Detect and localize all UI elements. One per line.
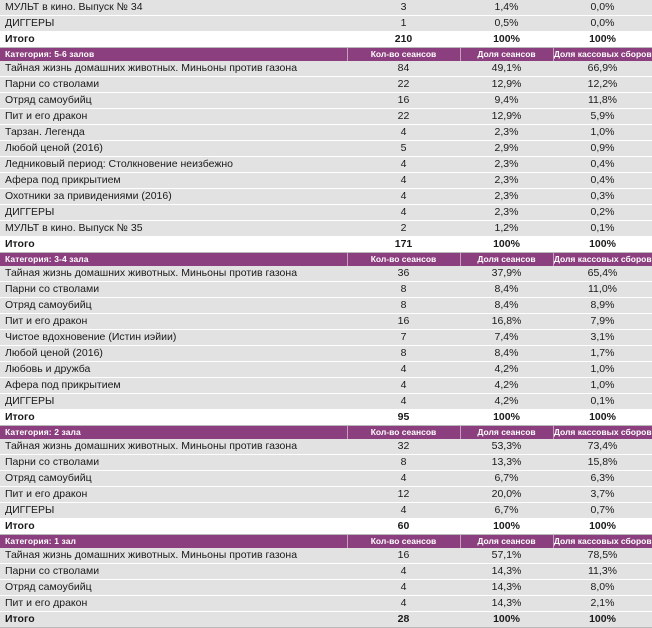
row-session-count: 7 [347, 330, 460, 346]
row-session-share: 1,4% [460, 0, 553, 16]
table-row [0, 503, 652, 519]
row-gross-share: 2,1% [553, 596, 652, 612]
table-row [0, 109, 652, 125]
row-gross-share: 11,3% [553, 564, 652, 580]
category-header-label: Категория: 5-6 залов [0, 48, 347, 62]
row-session-count: 16 [347, 93, 460, 109]
table-row [0, 362, 652, 378]
category-header-label: Категория: 1 зал [0, 535, 347, 549]
row-gross-share: 1,0% [553, 378, 652, 394]
row-film-title: Любой ценой (2016) [0, 141, 347, 157]
row-film-title: Тайная жизнь домашних животных. Миньоны против газона [0, 61, 347, 77]
row-session-share: 6,7% [460, 471, 553, 487]
column-header-gross-share: Доля кассовых сборов [553, 536, 652, 546]
row-session-count: 4 [347, 173, 460, 189]
row-session-share: 8,4% [460, 346, 553, 362]
total-session-count: 60 [347, 519, 460, 535]
row-session-count: 22 [347, 77, 460, 93]
total-gross-share: 100% [553, 410, 652, 426]
table-row [0, 205, 652, 221]
row-session-share: 6,7% [460, 503, 553, 519]
table-row [0, 471, 652, 487]
row-session-count: 4 [347, 564, 460, 580]
row-gross-share: 15,8% [553, 455, 652, 471]
total-gross-share: 100% [553, 612, 652, 628]
total-label: Итого [0, 32, 347, 48]
row-session-share: 2,9% [460, 141, 553, 157]
row-gross-share: 0,3% [553, 189, 652, 205]
row-gross-share: 78,5% [553, 548, 652, 564]
category-header-label: Категория: 3-4 зала [0, 253, 347, 267]
column-header-session-share: Доля сеансов [460, 535, 553, 549]
column-header-gross-share: Доля кассовых сборов [553, 427, 652, 437]
table-row [0, 266, 652, 282]
row-gross-share: 1,0% [553, 125, 652, 141]
row-gross-share: 73,4% [553, 439, 652, 455]
row-session-share: 8,4% [460, 282, 553, 298]
table-row [0, 61, 652, 77]
row-session-share: 1,2% [460, 221, 553, 237]
table-total-row [0, 237, 652, 253]
table-row [0, 580, 652, 596]
total-gross-share: 100% [553, 519, 652, 535]
total-session-count: 28 [347, 612, 460, 628]
table-row [0, 125, 652, 141]
row-film-title: Парни со стволами [0, 564, 347, 580]
row-session-share: 9,4% [460, 93, 553, 109]
column-header-session-count: Кол-во сеансов [347, 48, 460, 62]
column-header-session-count: Кол-во сеансов [347, 426, 460, 440]
row-session-share: 7,4% [460, 330, 553, 346]
total-session-share: 100% [460, 410, 553, 426]
row-session-share: 2,3% [460, 173, 553, 189]
row-film-title: ДИГГЕРЫ [0, 503, 347, 519]
column-header-session-share: Доля сеансов [460, 426, 553, 440]
row-session-count: 1 [347, 16, 460, 32]
row-gross-share: 0,2% [553, 205, 652, 221]
table-total-row [0, 410, 652, 426]
row-session-count: 4 [347, 189, 460, 205]
row-gross-share: 5,9% [553, 109, 652, 125]
row-session-count: 4 [347, 580, 460, 596]
row-gross-share: 0,1% [553, 221, 652, 237]
row-session-count: 16 [347, 314, 460, 330]
total-gross-share: 100% [553, 237, 652, 253]
row-session-share: 12,9% [460, 109, 553, 125]
table-row [0, 564, 652, 580]
row-session-share: 8,4% [460, 298, 553, 314]
row-session-share: 14,3% [460, 596, 553, 612]
row-session-count: 22 [347, 109, 460, 125]
row-session-count: 84 [347, 61, 460, 77]
row-session-share: 4,2% [460, 378, 553, 394]
table-total-row [0, 519, 652, 535]
row-film-title: Отряд самоубийц [0, 580, 347, 596]
row-gross-share: 0,9% [553, 141, 652, 157]
row-gross-share: 1,7% [553, 346, 652, 362]
column-header-session-share: Доля сеансов [460, 253, 553, 267]
row-session-count: 4 [347, 503, 460, 519]
row-session-share: 16,8% [460, 314, 553, 330]
table-row [0, 330, 652, 346]
row-gross-share: 11,8% [553, 93, 652, 109]
row-film-title: Афера под прикрытием [0, 378, 347, 394]
table-row [0, 0, 652, 16]
row-session-count: 12 [347, 487, 460, 503]
total-label: Итого [0, 519, 347, 535]
row-film-title: Парни со стволами [0, 455, 347, 471]
total-session-count: 95 [347, 410, 460, 426]
category-header-label: Категория: 2 зала [0, 426, 347, 440]
table-row [0, 141, 652, 157]
row-session-share: 57,1% [460, 548, 553, 564]
category-header-row [0, 535, 652, 549]
row-film-title: Отряд самоубийц [0, 298, 347, 314]
total-session-share: 100% [460, 237, 553, 253]
row-session-count: 8 [347, 455, 460, 471]
table-row [0, 16, 652, 32]
table-row [0, 189, 652, 205]
row-session-count: 16 [347, 548, 460, 564]
row-film-title: Любой ценой (2016) [0, 346, 347, 362]
row-session-count: 4 [347, 596, 460, 612]
row-session-share: 4,2% [460, 394, 553, 410]
table-total-row [0, 612, 652, 628]
row-session-share: 13,3% [460, 455, 553, 471]
total-session-count: 171 [347, 237, 460, 253]
row-session-count: 4 [347, 362, 460, 378]
row-film-title: Тайная жизнь домашних животных. Миньоны против газона [0, 439, 347, 455]
row-gross-share: 0,0% [553, 16, 652, 32]
row-gross-share: 0,4% [553, 157, 652, 173]
row-film-title: Афера под прикрытием [0, 173, 347, 189]
total-gross-share: 100% [553, 32, 652, 48]
table-row [0, 157, 652, 173]
row-film-title: ДИГГЕРЫ [0, 16, 347, 32]
row-film-title: ДИГГЕРЫ [0, 394, 347, 410]
row-gross-share: 0,0% [553, 0, 652, 16]
row-film-title: Пит и его дракон [0, 109, 347, 125]
table-row [0, 314, 652, 330]
row-gross-share: 1,0% [553, 362, 652, 378]
row-gross-share: 3,1% [553, 330, 652, 346]
row-gross-share: 66,9% [553, 61, 652, 77]
row-gross-share: 7,9% [553, 314, 652, 330]
table-row [0, 596, 652, 612]
table-row [0, 394, 652, 410]
column-header-session-count: Кол-во сеансов [347, 535, 460, 549]
row-gross-share: 6,3% [553, 471, 652, 487]
table-total-row [0, 32, 652, 48]
row-film-title: Отряд самоубийц [0, 471, 347, 487]
column-header-session-share: Доля сеансов [460, 48, 553, 62]
table-row [0, 378, 652, 394]
total-label: Итого [0, 410, 347, 426]
row-gross-share: 8,0% [553, 580, 652, 596]
row-film-title: Отряд самоубийц [0, 93, 347, 109]
row-film-title: Охотники за привидениями (2016) [0, 189, 347, 205]
table-row [0, 77, 652, 93]
category-header-row [0, 253, 652, 267]
row-film-title: Пит и его дракон [0, 487, 347, 503]
row-session-share: 2,3% [460, 189, 553, 205]
column-header-session-count: Кол-во сеансов [347, 253, 460, 267]
row-film-title: Ледниковый период: Столкновение неизбежно [0, 157, 347, 173]
row-film-title: Любовь и дружба [0, 362, 347, 378]
row-gross-share: 12,2% [553, 77, 652, 93]
row-session-share: 49,1% [460, 61, 553, 77]
row-session-count: 4 [347, 205, 460, 221]
row-session-count: 8 [347, 346, 460, 362]
row-session-share: 2,3% [460, 125, 553, 141]
row-session-share: 14,3% [460, 580, 553, 596]
row-session-share: 53,3% [460, 439, 553, 455]
row-film-title: МУЛЬТ в кино. Выпуск № 35 [0, 221, 347, 237]
total-label: Итого [0, 237, 347, 253]
table-row [0, 282, 652, 298]
row-gross-share: 3,7% [553, 487, 652, 503]
table-row [0, 439, 652, 455]
row-session-share: 2,3% [460, 205, 553, 221]
row-session-count: 4 [347, 125, 460, 141]
row-session-share: 12,9% [460, 77, 553, 93]
row-gross-share: 11,0% [553, 282, 652, 298]
row-gross-share: 65,4% [553, 266, 652, 282]
row-session-share: 0,5% [460, 16, 553, 32]
row-session-share: 4,2% [460, 362, 553, 378]
row-session-count: 8 [347, 282, 460, 298]
row-session-count: 2 [347, 221, 460, 237]
table-row [0, 173, 652, 189]
row-film-title: Тайная жизнь домашних животных. Миньоны против газона [0, 548, 347, 564]
row-film-title: Парни со стволами [0, 77, 347, 93]
row-gross-share: 0,7% [553, 503, 652, 519]
row-film-title: Пит и его дракон [0, 596, 347, 612]
total-session-share: 100% [460, 519, 553, 535]
table-row [0, 548, 652, 564]
category-header-row [0, 48, 652, 62]
row-film-title: МУЛЬТ в кино. Выпуск № 34 [0, 0, 347, 16]
table-row [0, 487, 652, 503]
row-film-title: Чистое вдохновение (Истин иэйии) [0, 330, 347, 346]
row-session-count: 8 [347, 298, 460, 314]
row-session-count: 4 [347, 157, 460, 173]
table-row [0, 298, 652, 314]
row-session-count: 5 [347, 141, 460, 157]
table-row [0, 346, 652, 362]
row-session-count: 3 [347, 0, 460, 16]
row-session-count: 32 [347, 439, 460, 455]
column-header-gross-share: Доля кассовых сборов [553, 49, 652, 59]
row-session-count: 36 [347, 266, 460, 282]
total-session-share: 100% [460, 32, 553, 48]
row-session-count: 4 [347, 394, 460, 410]
row-film-title: Тарзан. Легенда [0, 125, 347, 141]
total-session-share: 100% [460, 612, 553, 628]
row-film-title: Парни со стволами [0, 282, 347, 298]
row-film-title: Пит и его дракон [0, 314, 347, 330]
table-row [0, 455, 652, 471]
row-session-share: 37,9% [460, 266, 553, 282]
row-gross-share: 0,4% [553, 173, 652, 189]
row-session-share: 2,3% [460, 157, 553, 173]
row-film-title: ДИГГЕРЫ [0, 205, 347, 221]
row-session-count: 4 [347, 378, 460, 394]
total-session-count: 210 [347, 32, 460, 48]
row-film-title: Тайная жизнь домашних животных. Миньоны против газона [0, 266, 347, 282]
row-session-share: 20,0% [460, 487, 553, 503]
table-row [0, 93, 652, 109]
row-gross-share: 0,1% [553, 394, 652, 410]
table-row [0, 221, 652, 237]
row-session-share: 14,3% [460, 564, 553, 580]
row-gross-share: 8,9% [553, 298, 652, 314]
column-header-gross-share: Доля кассовых сборов [553, 254, 652, 264]
row-session-count: 4 [347, 471, 460, 487]
total-label: Итого [0, 612, 347, 628]
category-header-row [0, 426, 652, 440]
